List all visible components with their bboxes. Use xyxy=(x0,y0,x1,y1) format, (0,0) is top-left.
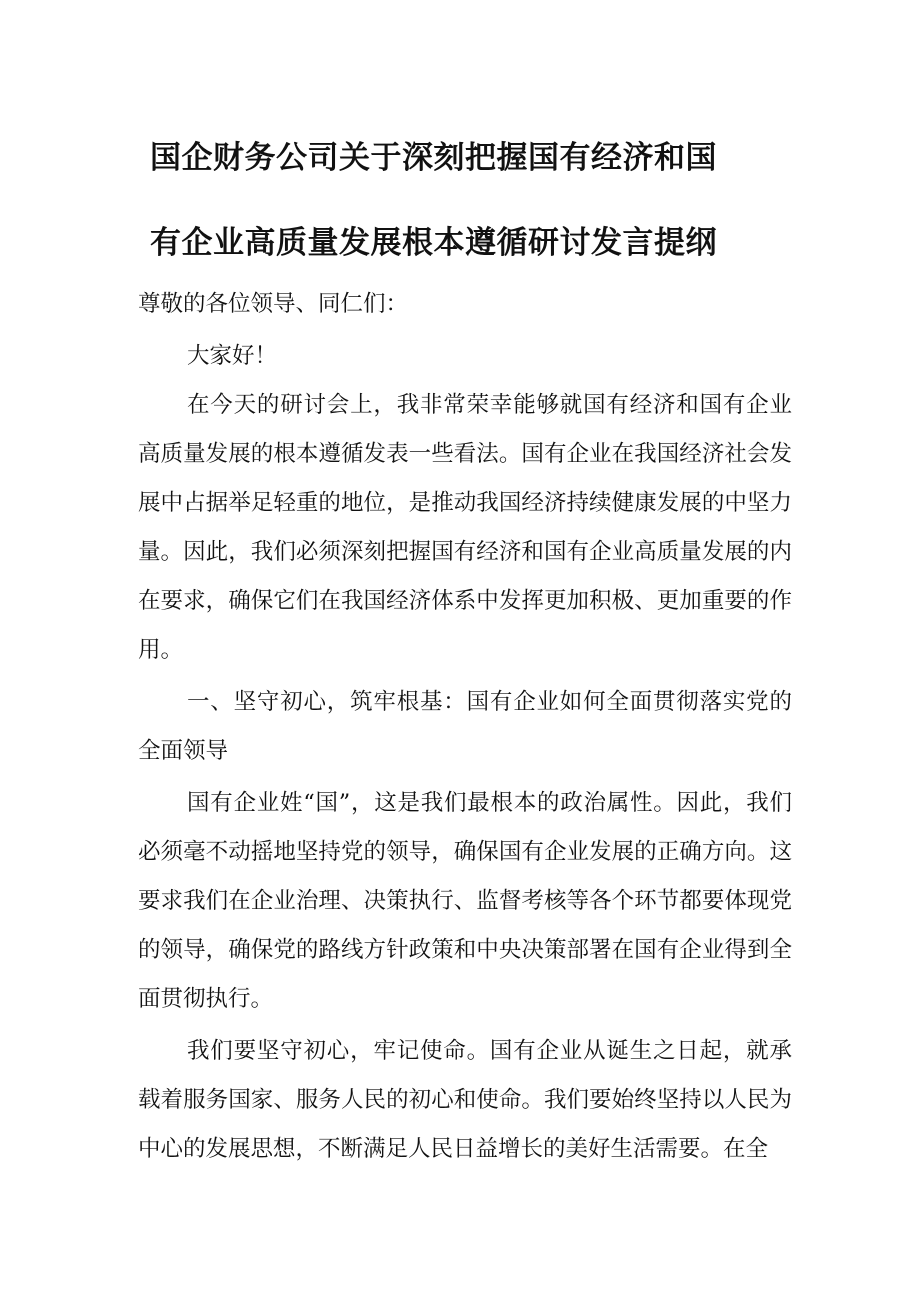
body-paragraph: 我们要坚守初心，牢记使命。国有企业从诞生之日起，就承载着服务国家、服务人民的初心和使命。我们要始终坚持以人民为中心的发展思想，不断满足人民日益增长的美好生活需要。在全 xyxy=(138,1038,792,1162)
document-body xyxy=(138,280,792,1174)
document-title-line-1: 国企财务公司关于深刻把握国有经济和国 xyxy=(150,140,717,176)
document-title-line-2: 有企业高质量发展根本遵循研讨发言提纲 xyxy=(150,225,717,261)
intro-paragraph: 在今天的研讨会上，我非常荣幸能够就国有经济和国有企业高质量发展的根本遵循发表一些看法。国有企业在我国经济社会发展中占据举足轻重的地位，是推动我国经济持续健康发展的中坚力量。因此，我们必须深刻把握国有经济和国有企业高质量发展的内在要求，确保它们在我国经济体系中发挥更加积极、更加重要的作用。 xyxy=(138,392,792,663)
body-paragraph: 国有企业姓“国”，这是我们最根本的政治属性。因此，我们必须毫不动摇地坚持党的领导，确保国有企业发展的正确方向。这要求我们在企业治理、决策执行、监督考核等各个环节都要体现党的领导，确保党的路线方针政策和中央决策部署在国有企业得到全面贯彻执行。 xyxy=(138,790,792,1012)
greeting-paragraph: 大家好！ xyxy=(187,343,278,369)
salutation: 尊敬的各位领导、同仁们： xyxy=(138,291,409,317)
section-heading-1: 一、坚守初心，筑牢根基：国有企业如何全面贯彻落实党的全面领导 xyxy=(138,689,792,764)
